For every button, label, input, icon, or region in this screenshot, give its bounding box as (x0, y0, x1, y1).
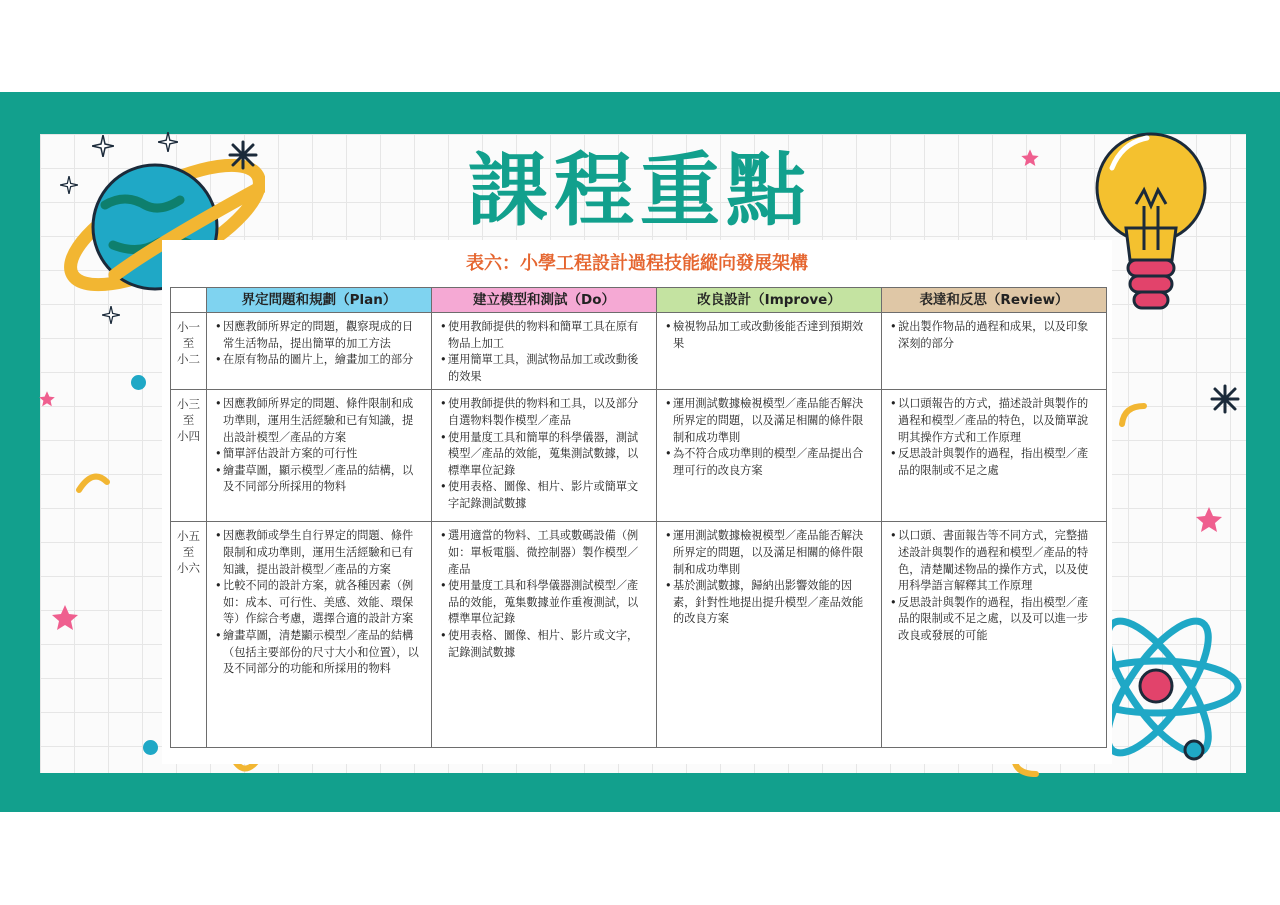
sparkle-icon (102, 306, 120, 324)
table-row (171, 522, 1107, 748)
star-icon (1194, 505, 1224, 535)
skills-table (170, 287, 1107, 748)
corner-cell (171, 288, 207, 313)
arc-shape (1118, 400, 1148, 430)
list-item: • 因應教師所界定的問題、條件限制和成功準則，運用生活經驗和已有知識，提出設計模型／產品的方案 (215, 396, 423, 446)
list-item: • 檢視物品加工或改動後能否達到預期效果 (665, 319, 873, 352)
header-improve: 改良設計（Improve） (657, 288, 882, 313)
list-item: • 使用教師提供的物料和工具，以及部分自選物料製作模型／產品 (440, 396, 648, 429)
do-cell (432, 390, 657, 522)
list-item: • 使用量度工具和科學儀器測試模型／產品的效能，蒐集數據並作重複測試，以標準單位記錄 (440, 578, 648, 628)
plan-cell (207, 522, 432, 748)
list-item: • 基於測試數據，歸納出影響效能的因素，針對性地提出提升模型／產品效能的改良方案 (665, 578, 873, 628)
grade-cell (171, 313, 207, 390)
grade-cell (171, 390, 207, 522)
grade-label: 小四 (177, 429, 200, 444)
list-item: • 因應教師所界定的問題，觀察現成的日常生活物品，提出簡單的加工方法 (215, 319, 423, 352)
list-item: • 繪畫草圖，清楚顯示模型／產品的結構（包括主要部份的尺寸大小和位置），以及不同部分的功能和所採用的物料 (215, 628, 423, 678)
header-row (171, 288, 1107, 313)
improve-cell (657, 313, 882, 390)
grade-label: 小六 (177, 561, 200, 576)
grade-cell (171, 522, 207, 748)
grade-label: 至 (182, 336, 195, 350)
table-row (171, 313, 1107, 390)
list-item: • 使用表格、圖像、相片、影片或簡單文字記錄測試數據 (440, 479, 648, 512)
star-icon (38, 390, 56, 408)
grade-label: 至 (182, 413, 195, 428)
arc-shape (75, 470, 111, 494)
table-row (171, 390, 1107, 522)
list-item: • 使用教師提供的物料和簡單工具在原有物品上加工 (440, 319, 648, 352)
grade-label: 至 (182, 545, 195, 560)
table-title: 表六：小學工程設計過程技能縱向發展架構 (466, 253, 808, 274)
list-item: • 使用表格、圖像、相片、影片或文字，記錄測試數據 (440, 628, 648, 661)
review-cell (882, 313, 1107, 390)
list-item: • 運用簡單工具，測試物品加工或改動後的效果 (440, 352, 648, 385)
improve-cell (657, 522, 882, 748)
do-cell (432, 522, 657, 748)
plan-cell (207, 390, 432, 522)
review-cell (882, 390, 1107, 522)
header-plan: 界定問題和規劃（Plan） (207, 288, 432, 313)
list-item: • 運用測試數據檢視模型／產品能否解決所界定的問題，以及滿足相關的條件限制和成功準則 (665, 528, 873, 578)
list-item: • 因應教師或學生自行界定的問題、條件限制和成功準則，運用生活經驗和已有知識，提出設計模型／產品的方案 (215, 528, 423, 578)
page-title: 課程重點 (468, 144, 812, 237)
dot-shape (131, 375, 146, 390)
header-do: 建立模型和測試（Do） (432, 288, 657, 313)
grade-label: 小三 (177, 397, 200, 412)
grade-label: 小二 (177, 352, 200, 366)
grade-label: 小五 (177, 529, 200, 544)
list-item: • 反思設計與製作的過程，指出模型／產品的限制或不足之處 (890, 446, 1098, 479)
list-item: • 使用量度工具和簡單的科學儀器，測試模型／產品的效能，蒐集測試數據，以標準單位記錄 (440, 430, 648, 480)
list-item: • 以口頭報告的方式，描述設計與製作的過程和模型／產品的特色，以及簡單說明其操作方式和工作原理 (890, 396, 1098, 446)
asterisk-icon (1210, 384, 1240, 414)
atom-icon (1108, 612, 1242, 782)
list-item: • 反思設計與製作的過程，指出模型／產品的限制或不足之處，以及可以進一步改良或發展的可能 (890, 595, 1098, 645)
dot-shape (143, 740, 158, 755)
grade-label: 小一 (177, 320, 200, 334)
table-document (162, 240, 1112, 764)
improve-cell (657, 390, 882, 522)
list-item: • 運用測試數據檢視模型／產品能否解決所界定的問題，以及滿足相關的條件限制和成功準則 (665, 396, 873, 446)
list-item: • 選用適當的物料、工具或數碼設備（例如：單板電腦、微控制器）製作模型／產品 (440, 528, 648, 578)
list-item: • 說出製作物品的過程和成果，以及印象深刻的部分 (890, 319, 1098, 352)
header-review: 表達和反思（Review） (882, 288, 1107, 313)
list-item: • 以口頭、書面報告等不同方式，完整描述設計與製作的過程和模型／產品的特色，清楚闡述物品的操作方式，以及使用科學語言解釋其工作原理 (890, 528, 1098, 594)
do-cell (432, 313, 657, 390)
list-item: • 繪畫草圖，顯示模型／產品的結構，以及不同部分所採用的物料 (215, 463, 423, 496)
list-item: • 比較不同的設計方案，就各種因素（例如：成本、可行性、美感、效能、環保等）作綜合考慮，選擇合適的設計方案 (215, 578, 423, 628)
star-icon (50, 603, 80, 633)
review-cell (882, 522, 1107, 748)
plan-cell (207, 313, 432, 390)
list-item: • 為不符合成功準則的模型／產品提出合理可行的改良方案 (665, 446, 873, 479)
list-item: • 在原有物品的圖片上，繪畫加工的部分 (215, 352, 423, 369)
list-item: • 簡單評估設計方案的可行性 (215, 446, 423, 463)
